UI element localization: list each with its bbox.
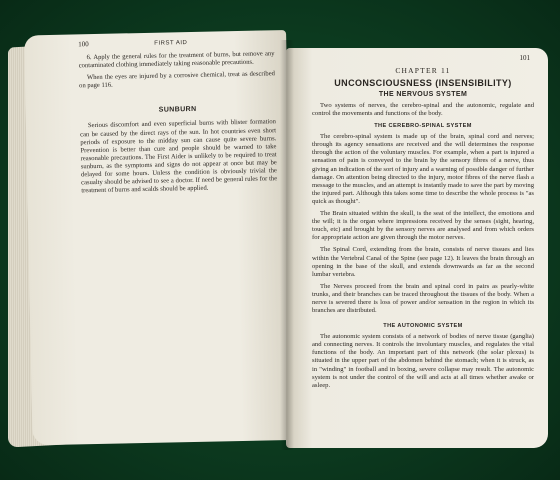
nervous-system-intro: Two systems of nerves, the cerebro-spinal and the autonomic, regulate and control the movements and functions of the body.: [312, 102, 534, 118]
right-page: [286, 48, 548, 448]
section-heading-nervous-system: THE NERVOUS SYSTEM: [378, 91, 468, 98]
chapter-title: UNCONSCIOUSNESS (INSENSIBILITY): [334, 78, 512, 88]
paragraph-brain: The Brain situated within the skull, is the seat of the intellect, the emotions and the will; it is the organ where impressions received by the senses (sight, hearing, touch, etc) and brought by the sensory nerves are analysed and from which orders for appropriate action are given through the motor nerves.: [312, 210, 534, 242]
right-page-number: 101: [519, 54, 530, 62]
right-page-body: [312, 66, 534, 394]
paragraph-cerebro-spinal: The cerebro-spinal system is made up of the brain, spinal cord and nerves; through its agency sensations are received and the will determines the response through the action of the voluntary muscles. For example, when a part is injured a sensation of pain is conveyed to the brain by the sensory fibres of a nerve, thus giving an indication of the sort of injury and a warning of possible danger of further damage. On attention being directed to the injury, motor fibres of the nerve flash a message to the muscles, and an attempt is instantly made to save the part by moving the injured part. Although this takes some time to describe the whole process is "as quick as thought".: [312, 133, 534, 205]
paragraph-spinal-cord: The Spinal Cord, extending from the brain, consists of nerve tissues and lies within the Vertebral Canal of the Spine (see page 12). It leaves the brain through an opening in the base of the skull, and extends downwards as far as the second lumbar vertebra.: [312, 246, 534, 278]
chapter-label: CHAPTER 11: [395, 66, 451, 75]
left-page-number: 100: [78, 40, 89, 49]
eye-injury-note: When the eyes are injured by a corrosive chemical, treat as described on page 116.: [79, 70, 275, 90]
treatment-item-6: 6. Apply the general rules for the treatment of burns, but remove any contaminated clothing immediately taking reasonable precautions.: [78, 50, 275, 70]
left-page-body: [78, 50, 277, 199]
subheading-autonomic: THE AUTONOMIC SYSTEM: [383, 323, 463, 330]
running-head: FIRST AID: [154, 40, 188, 47]
subheading-cerebro-spinal: THE CEREBRO-SPINAL SYSTEM: [374, 123, 472, 130]
paragraph-autonomic: The autonomic system consists of a network of bodies of nerve tissue (ganglia) and connecting nerves. It controls the involuntary muscles, and regulates the vital functions of the body. An important part of this network (the solar plexus) is situated in the upper part of the abdomen behind the stomach; when it is struck, as in "winding" in football and in boxing, severe collapse may result. The autonomic system is not under the control of the will and acts at all times whether awake or asleep.: [312, 333, 534, 389]
sunburn-paragraph: Serious discomfort and even superficial burns with blister formation can be caused by the direct rays of the sun. In hot countries even short periods of exposure to the midday sun can cause quite severe burns. Prevention is better than cure and people should be warned to take reasonable precautions. The First Aider is unlikely to be required to treat sunburn, as the symptoms and signs do not appear at once but may be delayed for some hours. Unless the condition is obviously trivial the casualty should be advised to see a doctor. If need be general rules for the treatment of burns and scalds should be applied.: [80, 118, 278, 195]
paragraph-nerves: The Nerves proceed from the brain and spinal cord in pairs as pearly-white trunks, and their branches can be traced throughout the tissues of the body. When a nerve is severed there is loss of power and/or sensation in the region in which its branches are distributed.: [312, 282, 534, 315]
sunburn-heading: SUNBURN: [158, 106, 197, 115]
left-page: [24, 30, 295, 445]
